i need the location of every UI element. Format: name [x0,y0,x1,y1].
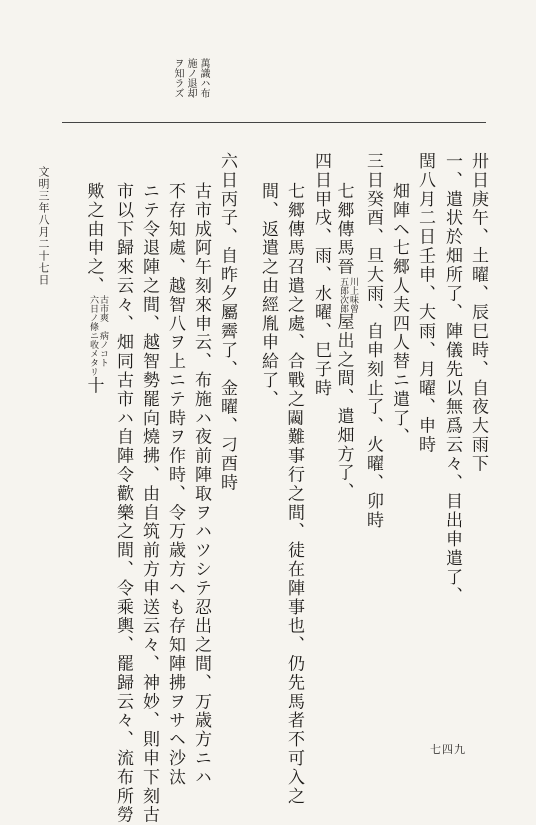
text-column: 六日丙子、自昨夕屬霽了、金曜、刁酉時 [217,152,237,493]
interlinear-note: 古市爽 六日ノ條 [88,295,108,332]
headnote-line: 施ノ退却 [185,58,196,98]
text-column: 七郷傳馬召遣之處、合戰之𨶳難事行之間、徒在陣事也、仍先馬者不可入之 [284,182,304,806]
text-column: 一、遣状於畑所了、陣儀先以無爲云々、目出申遣了、 [442,152,462,606]
header-rule [62,122,486,123]
headnote-line: 萬識ハ布 [198,58,209,98]
text-column: 四日甲戌、雨、水曜、巳子時 [311,152,331,398]
text-column: 市以下歸來云々、畑同古市ハ自陣令歡樂之間、令乘輿、罷歸云々、流布所勞 [113,182,133,825]
headnote-line: ヲ知ラズ [172,58,183,98]
interlinear-note: 病ノコト ニ收メタリ [88,331,108,377]
text-column: 閏八月二日壬申、大雨、月曜、申時 [415,152,435,455]
text-column: 古市成阿午刻來申云、布施ハ夜前陣取ヲハツシテ忍出之間、万歳方ニハ [191,182,211,787]
text-column: 卅日庚午、土曜、辰巳時、自夜大雨下 [468,152,488,474]
text-column: 畑陣ヘ七郷人夫四人替ニ遣了、 [389,182,409,447]
text-segment: 歟之由申之、 [83,182,104,296]
page-number: 七四九 [430,743,466,756]
text-column: 三日癸酉、旦大雨、自申刻止了、火曜、卯時 [363,152,383,530]
text-segment: 屋出之間、遣畑方了、 [333,312,354,502]
text-segment: 十 [83,376,104,396]
interlinear-gloss: 川上 五郎 [338,276,358,295]
text-column-with-note [83,182,108,742]
interlinear-gloss: 味曾 次郎 [338,294,358,313]
text-segment: 七郷傳馬晉 [333,182,354,277]
text-column-with-gloss [333,182,358,742]
text-column: 不存知處、越智八ヲ上ニテ時ヲ作時、令万歳方ヘも存知陣拂ヲサヘ沙汰 [165,182,185,787]
text-column: ニテ令退陣之間、越智勢罷向燒拂、由自筑前方申送云々、神妙、則申下刻古 [139,182,159,825]
text-column: 間、返遣之由經胤申給了、 [258,182,278,409]
date-note: 文明三年八月二十七日 [37,166,50,286]
